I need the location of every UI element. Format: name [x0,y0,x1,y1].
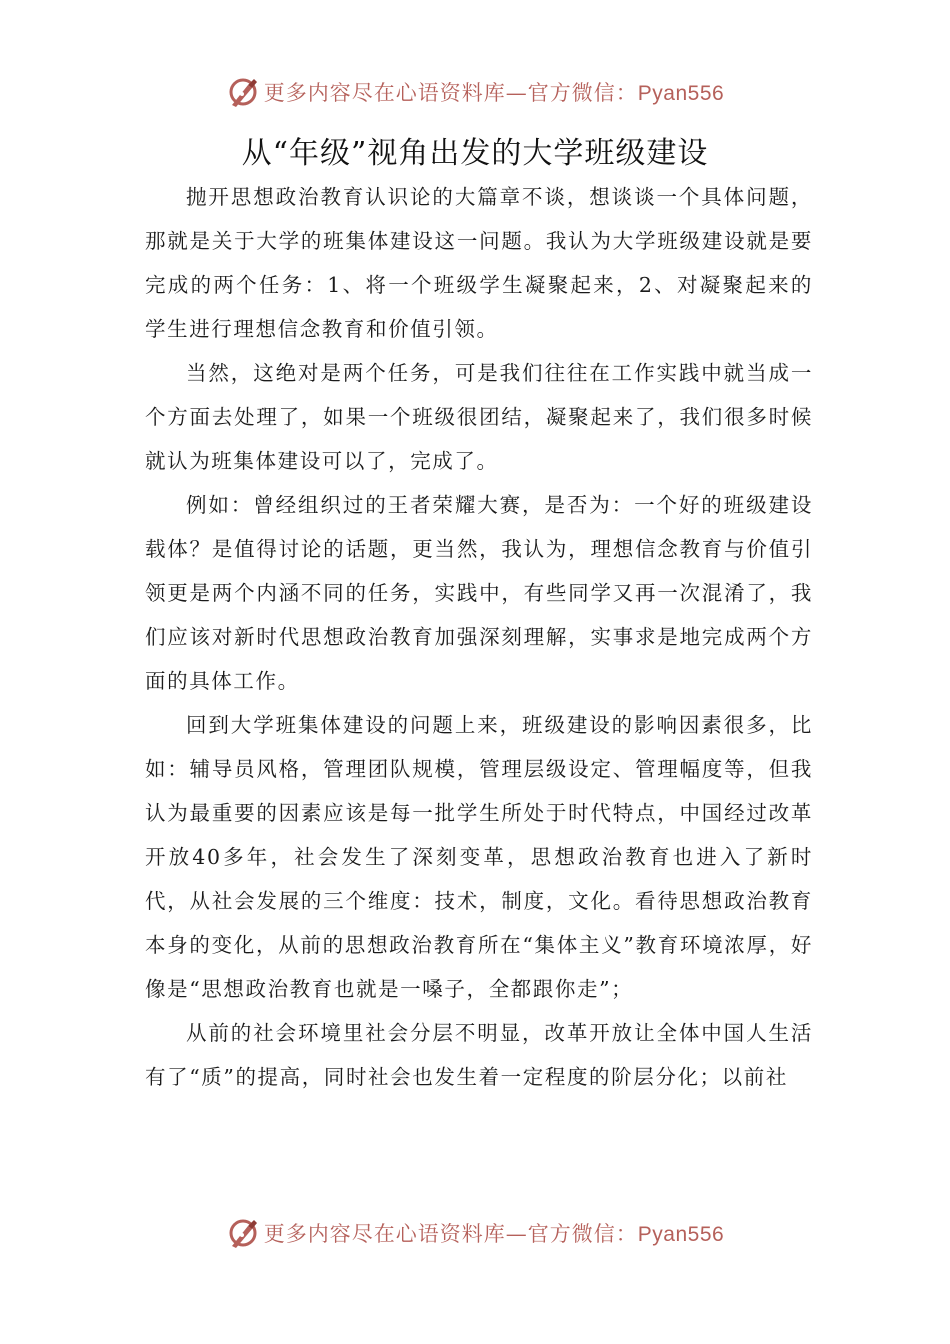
wechat-id: Pyan556 [637,82,725,105]
paragraph: 当然，这绝对是两个任务，可是我们往往在工作实践中就当成一个方面去处理了，如果一个班级很团结，凝聚起来了，我们很多时候就认为班集体建设可以了，完成了。 [145,361,813,473]
banner-text: 更多内容尽在心语资料库—官方微信：Pyan556 [263,81,725,105]
document-body [145,175,813,1099]
header-banner [0,72,950,112]
paragraph: 从前的社会环境里社会分层不明显，改革开放让全体中国人生活有了“质”的提高，同时社会也发生着一定程度的阶层分化；以前社 [145,1021,813,1089]
banner-text: 更多内容尽在心语资料库—官方微信：Pyan556 [263,1222,725,1246]
pen-logo-icon [226,1216,260,1250]
wechat-id: Pyan556 [637,1223,725,1246]
document-title: 从“年级”视角出发的大学班级建设 [241,136,709,171]
paragraph: 抛开思想政治教育认识论的大篇章不谈，想谈谈一个具体问题，那就是关于大学的班集体建设这一问题。我认为大学班级建设就是要完成的两个任务：1、将一个班级学生凝聚起来，2、对凝聚起来的学生进行理想信念教育和价值引领。 [145,185,813,341]
pen-logo-icon [226,75,260,109]
paragraph: 例如：曾经组织过的王者荣耀大赛，是否为：一个好的班级建设载体？是值得讨论的话题，更当然，我认为，理想信念教育与价值引领更是两个内涵不同的任务，实践中，有些同学又再一次混淆了，我们应该对新时代思想政治教育加强深刻理解，实事求是地完成两个方面的具体工作。 [145,493,813,693]
paragraph: 回到大学班集体建设的问题上来，班级建设的影响因素很多，比如：辅导员风格，管理团队规模，管理层级设定、管理幅度等，但我认为最重要的因素应该是每一批学生所处于时代特点，中国经过改革开放40多年，社会发生了深刻变革，思想政治教育也进入了新时代，从社会发展的三个维度：技术，制度，文化。看待思想政治教育本身的变化，从前的思想政治教育所在“集体主义”教育环境浓厚，好像是“思想政治教育也就是一嗓子，全都跟你走”； [145,713,813,1001]
footer-banner [0,1213,950,1253]
